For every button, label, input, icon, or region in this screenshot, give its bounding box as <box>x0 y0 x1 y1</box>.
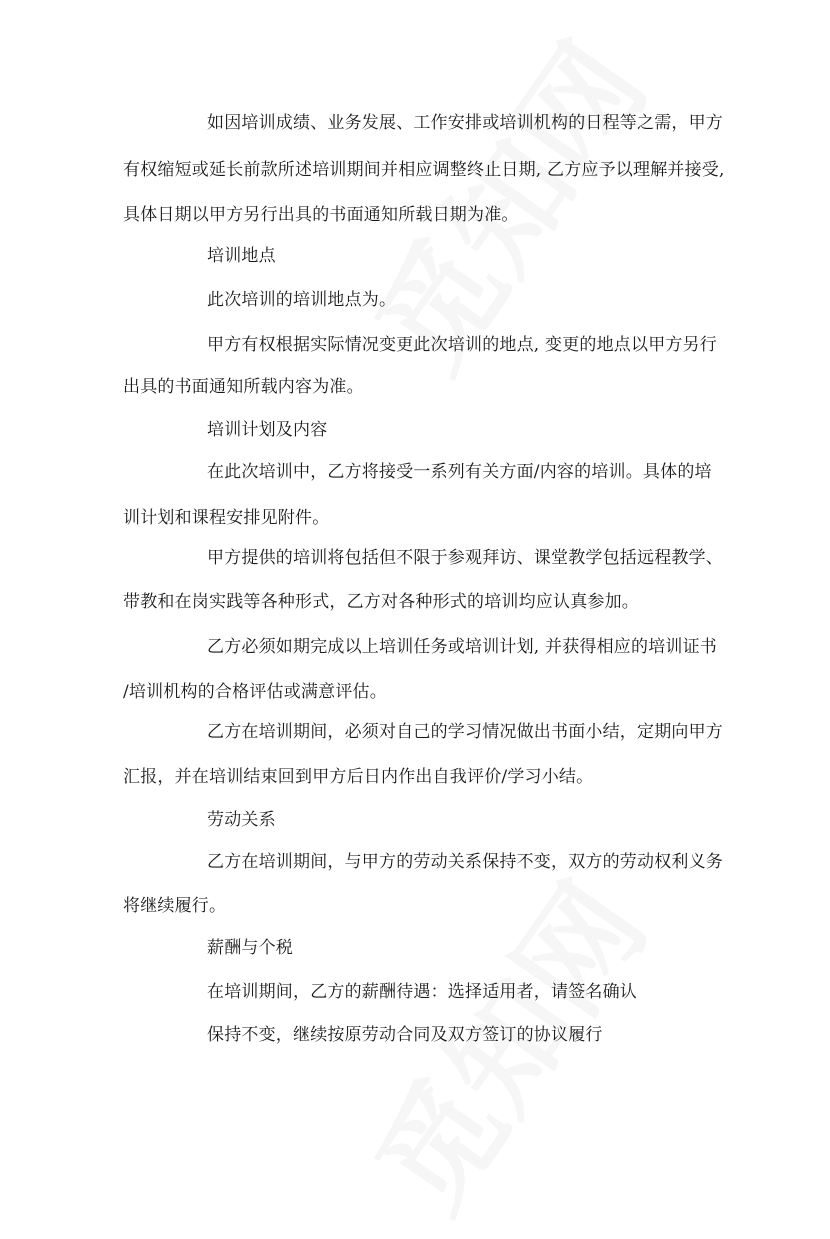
paragraph-line: 有权缩短或延长前款所述培训期间并相应调整终止日期, 乙方应予以理解并接受, <box>123 160 725 180</box>
paragraph-line: 此次培训的培训地点为。 <box>207 290 397 310</box>
paragraph-line: /培训机构的合格评估或满意评估。 <box>123 682 387 702</box>
section-heading: 培训计划及内容 <box>207 420 328 440</box>
paragraph-line: 将继续履行。 <box>123 896 227 916</box>
paragraph-line: 甲方提供的培训将包括但不限于参观拜访、课堂教学包括远程教学、 <box>207 548 723 568</box>
paragraph-line: 乙方在培训期间，必须对自己的学习情况做出书面小结，定期向甲方 <box>207 722 723 742</box>
section-heading: 培训地点 <box>207 246 276 266</box>
paragraph-line: 出具的书面通知所载内容为准。 <box>123 377 364 397</box>
section-heading: 薪酬与个税 <box>207 938 293 958</box>
paragraph-line: 带教和在岗实践等各种形式，乙方对各种形式的培训均应认真参加。 <box>123 592 639 612</box>
paragraph-line: 汇报，并在培训结束回到甲方后日内作出自我评价/学习小结。 <box>123 767 594 787</box>
paragraph-line: 甲方有权根据实际情况变更此次培训的地点, 变更的地点以甲方另行 <box>207 335 718 355</box>
paragraph-line: 保持不变，继续按原劳动合同及双方签订的协议履行 <box>207 1025 603 1045</box>
section-heading: 劳动关系 <box>207 810 276 830</box>
paragraph-line: 训计划和课程安排见附件。 <box>123 508 330 528</box>
paragraph-line: 具体日期以甲方另行出具的书面通知所载日期为准。 <box>123 205 519 225</box>
paragraph-line: 乙方必须如期完成以上培训任务或培训计划, 并获得相应的培训证书 <box>207 637 718 657</box>
paragraph-line: 在此次培训中，乙方将接受一系列有关方面/内容的培训。具体的培 <box>207 462 712 482</box>
paragraph-line: 如因培训成绩、业务发展、工作安排或培训机构的日程等之需，甲方 <box>207 113 723 133</box>
paragraph-line: 乙方在培训期间，与甲方的劳动关系保持不变，双方的劳动权利义务 <box>207 852 723 872</box>
paragraph-line: 在培训期间，乙方的薪酬待遇：选择适用者，请签名确认 <box>207 982 637 1002</box>
